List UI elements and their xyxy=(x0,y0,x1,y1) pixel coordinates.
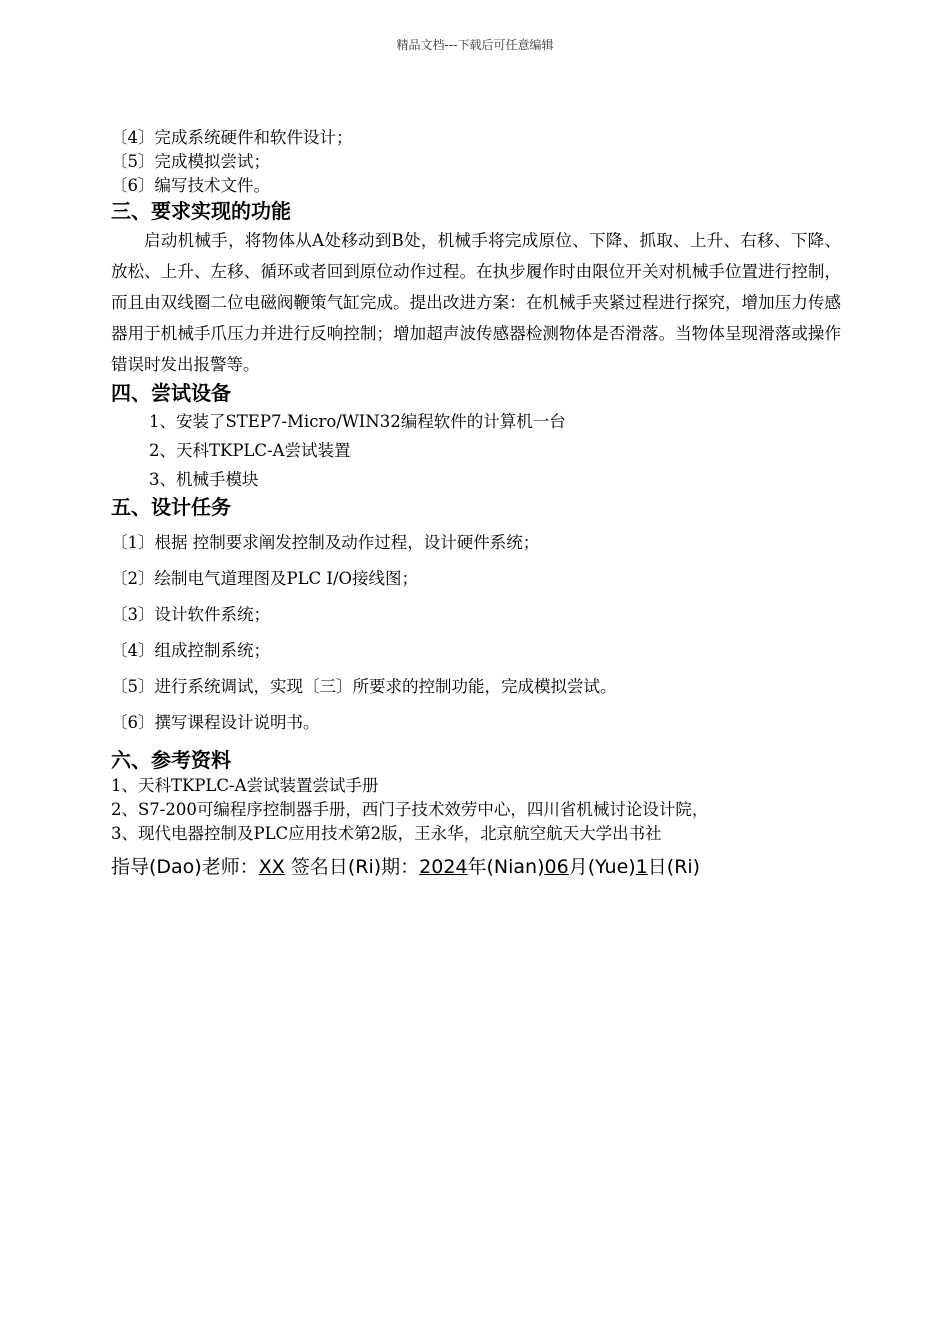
top-item: 〔4〕完成系统硬件和软件设计； xyxy=(111,128,353,147)
section-6-title: 六、参考资料 xyxy=(111,748,231,772)
page-header: 精品文档---下载后可任意编辑 xyxy=(396,38,554,52)
equipment-item: 1、安装了STEP7-Micro/WIN32编程软件的计算机一台 xyxy=(149,412,566,431)
day-unit: 日(Ri) xyxy=(647,856,701,878)
task-item: 〔2〕绘制电气道理图及PLC I/O接线图； xyxy=(111,569,419,588)
equipment-item: 3、机械手模块 xyxy=(149,470,259,489)
section-3-paragraph: 启动机械手，将物体从A处移动到B处，机械手将完成原位、下降、抓取、上升、右移、下降、放松、上升、左移、循环或者回到原位动作过程。在执步履作时由限位开关对机械手位置进行控制，而且由双线圈二位电磁阀鞭策气缸完成。提出改进方案：在机械手夹紧过程进行探究，增加压力传感器用于机械手爪压力并进行反响控制；增加超声波传感器检测物体是否滑落。当物体呈现滑落或操作错误时发出报警等。 xyxy=(111,231,841,374)
reference-item: 3、现代电器控制及PLC应用技术第2版，王永华，北京航空航天大学出书社 xyxy=(111,824,662,843)
month-unit: 月(Yue) xyxy=(568,856,636,878)
reference-item: 2、S7-200可编程序控制器手册，西门子技术效劳中心，四川省机械讨论设计院， xyxy=(111,800,709,819)
year-unit: 年(Nian) xyxy=(467,856,545,878)
task-item: 〔4〕组成控制系统； xyxy=(111,641,270,660)
equipment-item: 2、天科TKPLC-A尝试装置 xyxy=(149,441,351,460)
task-item: 〔5〕进行系统调试，实现〔三〕所要求的控制功能，完成模拟尝试。 xyxy=(111,677,617,696)
top-item: 〔5〕完成模拟尝试； xyxy=(111,152,270,171)
task-item: 〔1〕根据 控制要求阐发控制及动作过程，设计硬件系统； xyxy=(111,533,540,552)
teacher-name: XX xyxy=(258,856,285,878)
date-month: 06 xyxy=(544,856,569,878)
reference-item: 1、天科TKPLC-A尝试装置尝试手册 xyxy=(111,776,379,795)
signature-line xyxy=(111,852,841,882)
section-4-title: 四、尝试设备 xyxy=(111,381,231,405)
teacher-label: 指导(Dao)老师： xyxy=(111,856,259,878)
document-body xyxy=(111,126,841,882)
date-year: 2024 xyxy=(419,856,468,878)
top-item: 〔6〕编写技术文件。 xyxy=(111,176,270,195)
task-item: 〔3〕设计软件系统； xyxy=(111,605,270,624)
date-label: 签名日(Ri)期： xyxy=(290,856,420,878)
section-3-title: 三、要求实现的功能 xyxy=(111,199,291,223)
date-day: 1 xyxy=(635,856,648,878)
section-5-title: 五、设计任务 xyxy=(111,495,231,519)
task-item: 〔6〕撰写课程设计说明书。 xyxy=(111,713,320,732)
